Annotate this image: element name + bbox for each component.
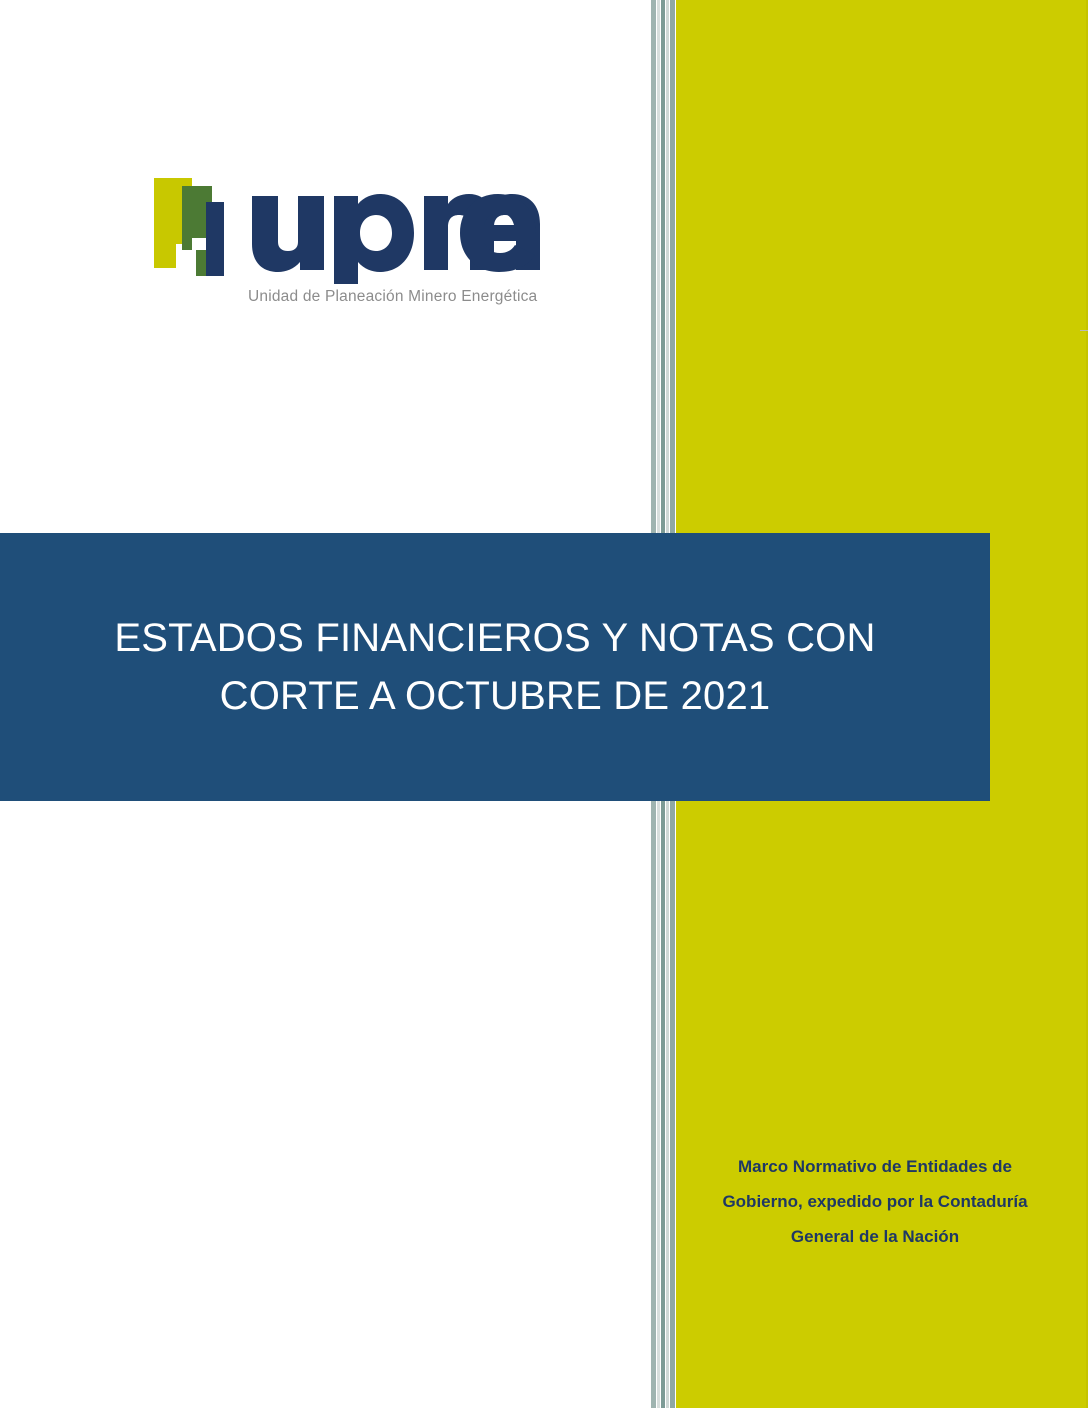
document-title-band	[0, 533, 990, 801]
subtitle-line-3: General de la Nación	[790, 1226, 960, 1246]
document-subtitle	[700, 1150, 1050, 1255]
subtitle-line-1: Marco Normativo de Entidades de	[738, 1157, 1012, 1176]
subtitle-line-2: Gobierno, expedido por la Contaduría	[722, 1191, 1028, 1211]
hairline-divider	[1080, 330, 1088, 331]
upme-logo-mark-icon	[152, 172, 240, 282]
upme-wordmark-icon	[248, 166, 548, 284]
upme-logo-tagline: Unidad de Planeación Minero Energética	[248, 288, 538, 305]
upme-logo	[152, 160, 552, 320]
page-title: ESTADOS FINANCIEROS Y NOTAS CON CORTE A OCTUBRE DE 2021	[114, 616, 876, 718]
